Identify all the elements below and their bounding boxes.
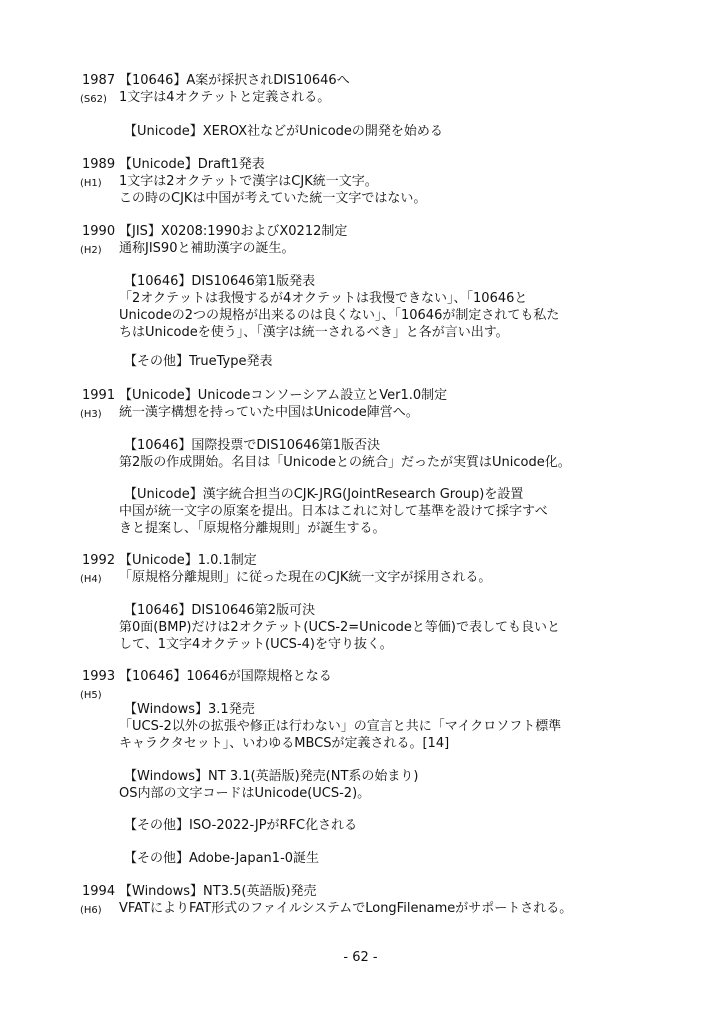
era-label: (H5) (80, 690, 102, 701)
entry-text: この時のCJKは中国が考えていた統一文字ではない。 (119, 191, 427, 206)
era-label: (H2) (80, 245, 102, 256)
entry-text: OS内部の文字コードはUnicode(UCS-2)。 (119, 786, 371, 801)
entry-heading: 【Unicode】XEROX社などがUnicodeの開発を始める (124, 124, 443, 139)
entry-heading: 【Windows】NT 3.1(英語版)発売(NT系の始まり) (124, 769, 419, 784)
entry-heading: 【その他】ISO-2022-JPがRFC化される (124, 818, 358, 833)
entry-text: ちはUnicodeを使う」、「漢字は統一されるべき」と各が言い出す。 (119, 325, 509, 340)
era-label: (H6) (80, 905, 102, 916)
year-label: 1991 (82, 388, 116, 403)
entry-heading: 【10646】DIS10646第2版可決 (124, 603, 316, 618)
entry-text: キャラクタセット」、いわゆるMBCSが定義される。[14] (119, 736, 450, 751)
entry-text: 通称JIS90と補助漢字の誕生。 (119, 241, 295, 256)
entry-text: 【Unicode】1.0.1制定 (119, 553, 257, 568)
entry-text: VFATによりFAT形式のファイルシステムでLongFilenameがサポートされる。 (119, 901, 573, 916)
entry-text: 第0面(BMP)だけは2オクテット(UCS-2=Unicodeと等価)で表しても良いと (119, 620, 560, 635)
year-label: 1990 (82, 224, 116, 239)
era-label: (H4) (80, 574, 102, 585)
entry-text: 第2版の作成開始。名目は「Unicodeとの統合」だったが実質はUnicode化。 (119, 455, 571, 470)
entry-heading: 【10646】DIS10646第1版発表 (124, 274, 316, 289)
entry-text: 【Unicode】Unicodeコンソーシアム設立とVer1.0制定 (119, 388, 448, 403)
entry-text: 「原規格分離規則」に従った現在のCJK統一文字が採用される。 (119, 570, 492, 585)
entry-heading: 【10646】国際投票でDIS10646第1版否決 (124, 438, 381, 453)
entry-text: 【10646】A案が採択されDIS10646へ (119, 73, 350, 88)
year-label: 1989 (82, 157, 116, 172)
entry-heading: 【その他】TrueType発表 (124, 354, 273, 369)
entry-text: 【10646】10646が国際規格となる (119, 669, 332, 684)
entry-text: 1文字は4オクテットと定義される。 (119, 90, 331, 105)
entry-heading: 【Windows】3.1発売 (124, 702, 255, 717)
year-label: 1994 (82, 884, 116, 899)
era-label: (H3) (80, 409, 102, 420)
year-label: 1993 (82, 669, 116, 684)
year-label: 1992 (82, 553, 116, 568)
entry-text: して、1文字4オクテット(UCS-4)を守り抜く。 (119, 637, 393, 652)
entry-text: 【Unicode】Draft1発表 (119, 157, 265, 172)
era-label: (H1) (80, 178, 102, 189)
era-label: (S62) (80, 94, 107, 105)
entry-text: 【JIS】X0208:1990およびX0212制定 (119, 224, 348, 239)
entry-text: 中国が統一文字の原案を提出。日本はこれに対して基準を設けて採字すべ (119, 504, 548, 519)
entry-heading: 【その他】Adobe-Japan1-0誕生 (124, 851, 320, 866)
entry-text: 【Windows】NT3.5(英語版)発売 (119, 884, 317, 899)
entry-text: 「UCS-2以外の拡張や修正は行わない」の宣言と共に「マイクロソフト標準 (119, 719, 562, 734)
entry-text: 統一漢字構想を持っていた中国はUnicode陣営へ。 (119, 405, 419, 420)
entry-text: 1文字は2オクテットで漢字はCJK統一文字。 (119, 174, 378, 189)
entry-heading: 【Unicode】漢字統合担当のCJK-JRG(JointResearch Group)を設置 (124, 487, 524, 502)
entry-text: Unicodeの2つの規格が出来るのは良くない」、「10646が制定されても私た (119, 308, 560, 323)
page-number: - 62 - (343, 950, 378, 965)
entry-text: きと提案し、「原規格分離規則」が誕生する。 (119, 521, 386, 536)
year-label: 1987 (82, 73, 116, 88)
entry-text: 「2オクテットは我慢するが4オクテットは我慢できない」、「10646と (119, 291, 528, 306)
